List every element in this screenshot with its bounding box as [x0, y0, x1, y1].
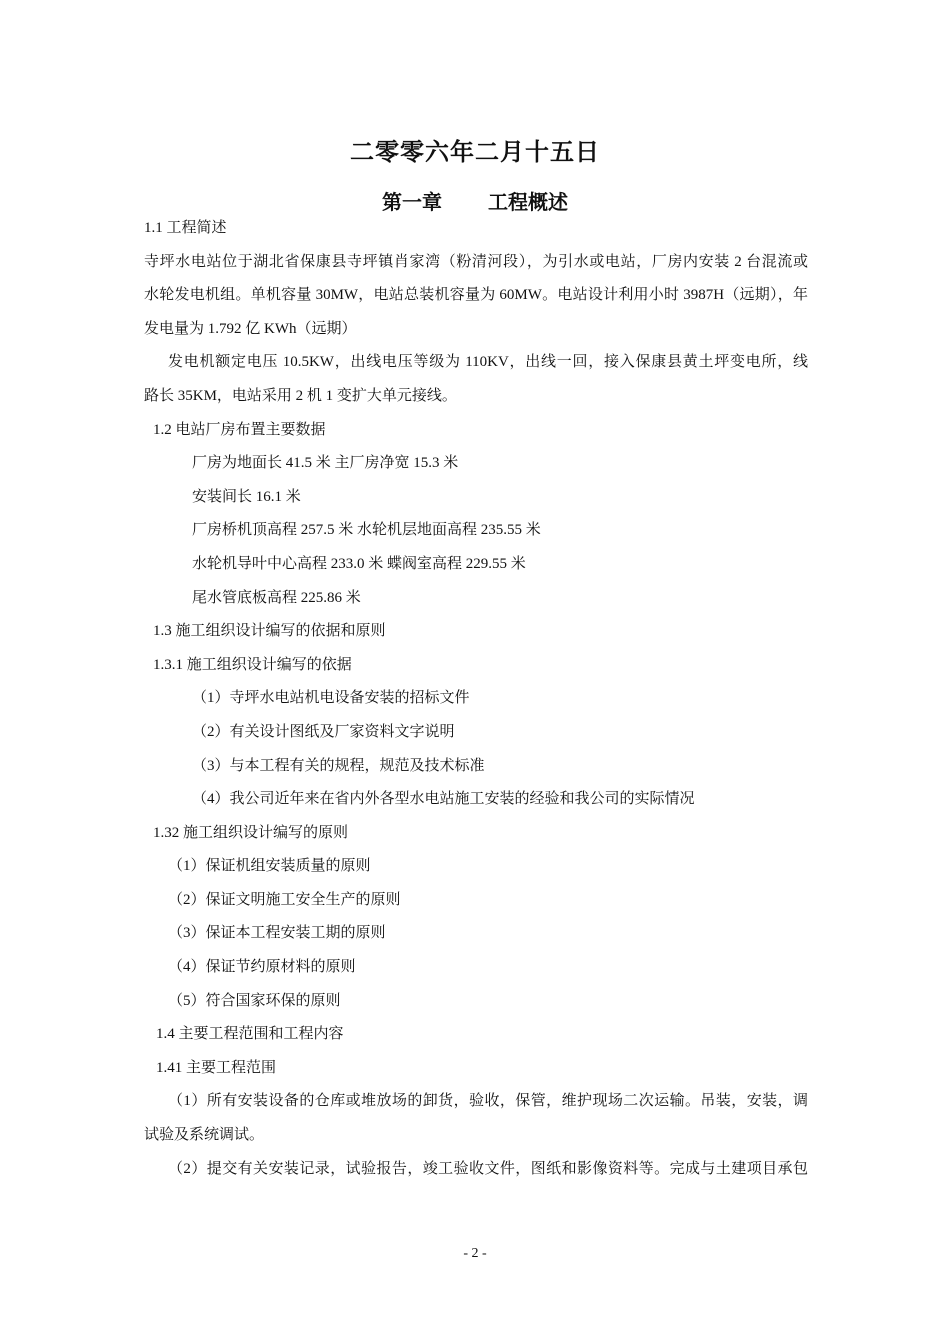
text-line: 安装间长 16.1 米 — [192, 488, 301, 505]
text-line: （1）所有安装设备的仓库或堆放场的卸货，验收，保管，维护现场二次运输。吊装，安装，调 — [168, 1093, 808, 1110]
text-line: （2）保证文明施工安全生产的原则 — [168, 891, 401, 908]
text-line: 1.3 施工组织设计编写的依据和原则 — [153, 623, 386, 640]
text-line: （2）有关设计图纸及厂家资料文字说明 — [192, 723, 455, 740]
text-line: 水轮机导叶中心高程 233.0 米 蝶阀室高程 229.55 米 — [192, 555, 526, 572]
text-line: （1）保证机组安装质量的原则 — [168, 858, 371, 875]
text-line: （2）提交有关安装记录，试验报告，竣工验收文件，图纸和影像资料等。完成与土建项目承包 — [168, 1160, 808, 1177]
text-line: 发电机额定电压 10.5KW，出线电压等级为 110KV，出线一回，接入保康县黄土坪变电所，线 — [168, 354, 808, 371]
text-line: 寺坪水电站位于湖北省保康县寺坪镇肖家湾（粉清河段），为引水或电站，厂房内安装 2 台混流或 — [144, 253, 808, 270]
text-line: 路长 35KM，电站采用 2 机 1 变扩大单元接线。 — [144, 387, 457, 404]
text-line: （3）与本工程有关的规程，规范及技术标准 — [192, 757, 485, 774]
text-line: 尾水管底板高程 225.86 米 — [192, 589, 361, 606]
text-line: 1.1 工程简述 — [144, 220, 227, 236]
text-line: （4）我公司近年来在省内外各型水电站施工安装的经验和我公司的实际情况 — [192, 791, 695, 808]
text-line: （3）保证本工程安装工期的原则 — [168, 925, 386, 942]
chapter-title: 工程概述 — [488, 192, 568, 214]
text-line: （5）符合国家环保的原则 — [168, 992, 341, 1009]
chapter-number: 第一章 — [382, 192, 442, 214]
text-line: （1）寺坪水电站机电设备安装的招标文件 — [192, 690, 470, 707]
text-line: 厂房为地面长 41.5 米 主厂房净宽 15.3 米 — [192, 455, 459, 472]
page-number: - 2 - — [463, 1246, 487, 1261]
text-line: 1.3.1 施工组织设计编写的依据 — [153, 656, 352, 673]
body-text — [144, 212, 808, 1186]
text-line: 试验及系统调试。 — [144, 1127, 265, 1144]
chapter-heading — [0, 186, 950, 215]
text-line: （4）保证节约原材料的原则 — [168, 959, 356, 976]
text-line: 发电量为 1.792 亿 KWh（远期） — [144, 320, 357, 337]
text-line: 厂房桥机顶高程 257.5 米 水轮机层地面高程 235.55 米 — [192, 522, 541, 539]
date-title: 二零零六年二月十五日 — [350, 140, 600, 166]
text-line: 1.32 施工组织设计编写的原则 — [153, 824, 349, 841]
text-line: 水轮发电机组。单机容量 30MW，电站总装机容量为 60MW。电站设计利用小时 3987H（远期），年 — [144, 287, 808, 304]
text-line: 1.4 主要工程范围和工程内容 — [156, 1026, 344, 1043]
text-line: 1.41 主要工程范围 — [156, 1059, 277, 1076]
text-line: 1.2 电站厂房布置主要数据 — [153, 421, 326, 438]
